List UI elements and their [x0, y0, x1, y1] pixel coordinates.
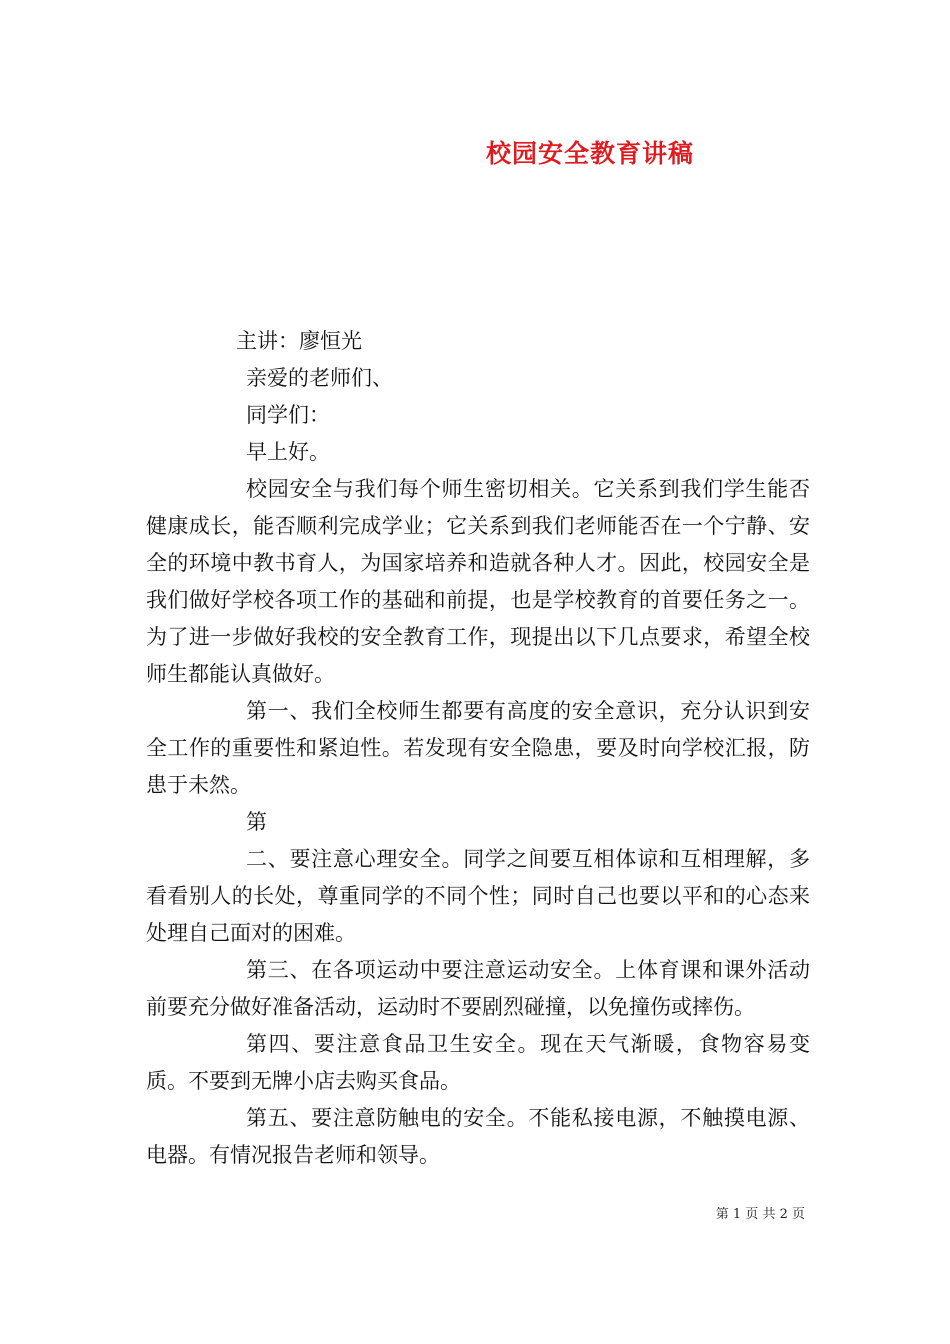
paragraph-point-4: 第四、要注意食品卫生安全。现在天气渐暖，食物容易变质。不要到无牌小店去购买食品。 [146, 1032, 810, 1093]
document-body [146, 323, 810, 1174]
greeting-line-1: 亲爱的老师们、 [246, 366, 393, 390]
page-number-footer: 第 1 页 共 2 页 [715, 1207, 805, 1222]
presenter-line: 主讲：廖恒光 [236, 329, 362, 353]
paragraph-point-1: 第一、我们全校师生都要有高度的安全意识，充分认识到安全工作的重要性和紧迫性。若发现有安全隐患，要及时向学校汇报，防患于未然。 [146, 699, 810, 797]
document-title: 校园安全教育讲稿 [485, 139, 694, 168]
paragraph-point-2: 二、要注意心理安全。同学之间要互相体谅和互相理解，多看看别人的长处，尊重同学的不同个性；同时自己也要以平和的心态来处理自己面对的困难。 [146, 847, 810, 945]
paragraph-point-2-prefix: 第 [246, 810, 267, 834]
paragraph-point-3: 第三、在各项运动中要注意运动安全。上体育课和课外活动前要充分做好准备活动，运动时不要剧烈碰撞，以免撞伤或摔伤。 [146, 958, 810, 1019]
paragraph-intro: 校园安全与我们每个师生密切相关。它关系到我们学生能否健康成长，能否顺利完成学业；它关系到我们老师能否在一个宁静、安全的环境中教书育人，为国家培养和造就各种人才。因此，校园安全是我们做好学校各项工作的基础和前提，也是学校教育的首要任务之一。为了进一步做好我校的安全教育工作，现提出以下几点要求，希望全校师生都能认真做好。 [146, 477, 810, 686]
greeting-line-2: 同学们： [246, 403, 330, 427]
greeting-line-3: 早上好。 [246, 440, 330, 464]
paragraph-point-5: 第五、要注意防触电的安全。不能私接电源，不触摸电源、电器。有情况报告老师和领导。 [146, 1106, 810, 1167]
